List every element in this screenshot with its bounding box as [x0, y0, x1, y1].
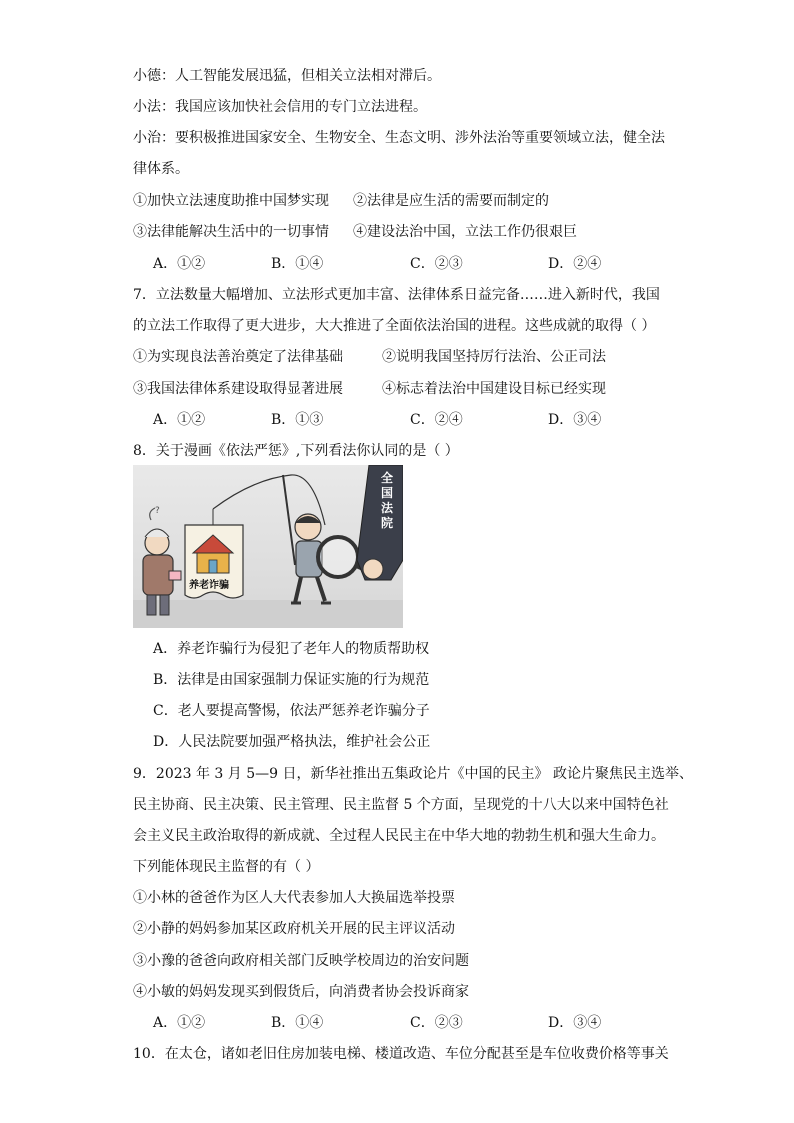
q9-line-1: 9．2023 年 3 月 5—9 日，新华社推出五集政论片《中国的民主》 政论片聚焦民主选举、: [133, 766, 693, 782]
q9-statement-2: ②小静的妈妈参加某区政府机关开展的民主评议活动: [133, 921, 455, 937]
q6-option-a: A．①②: [153, 256, 206, 272]
q9-option-c: C．②③: [410, 1015, 463, 1031]
q6-statement-1: ①加快立法速度助推中国梦实现: [133, 193, 329, 209]
q6-line-4: 律体系。: [133, 161, 189, 177]
q6-option-d: D．②④: [548, 256, 602, 272]
q6-statement-2: ②法律是应生活的需要而制定的: [353, 193, 549, 209]
svg-text:?: ?: [155, 506, 160, 516]
elderly-man-figure: [143, 506, 181, 615]
q6-line-1: 小德：人工智能发展迅猛，但相关立法相对滞后。: [133, 68, 441, 84]
q8-stem: 8．关于漫画《依法严惩》,下列看法你认同的是（ ）: [133, 443, 459, 459]
court-arm-char: 院: [380, 516, 393, 530]
court-arm-char: 国: [380, 486, 393, 500]
q7-statement-3: ③我国法律体系建设取得显著进展: [133, 381, 343, 397]
q6-option-b: B．①④: [271, 256, 324, 272]
cartoon-image: [133, 465, 403, 628]
scroll-sign-text: 养老诈骗: [189, 580, 229, 591]
q8-option-a: A．养老诈骗行为侵犯了老年人的物质帮助权: [153, 641, 430, 657]
q7-line-1: 7．立法数量大幅增加、立法形式更加丰富、法律体系日益完备……进入新时代，我国: [133, 287, 660, 303]
q9-statement-4: ④小敏的妈妈发现买到假货后，向消费者协会投诉商家: [133, 984, 469, 1000]
q6-line-3: 小治：要积极推进国家安全、生物安全、生态文明、涉外法治等重要领域立法，健全法: [133, 130, 665, 146]
q7-statement-2: ②说明我国坚持厉行法治、公正司法: [382, 349, 606, 365]
q9-option-d: D．③④: [548, 1015, 602, 1031]
q7-line-2: 的立法工作取得了更大进步，大大推进了全面依法治国的进程。这些成就的取得（ ）: [133, 318, 656, 334]
q9-line-3: 会主义民主政治取得的新成就、全过程人民民主在中华大地的勃勃生机和强大生命力。: [133, 828, 665, 844]
q6-statement-4: ④建设法治中国，立法工作仍很艰巨: [353, 224, 577, 240]
q6-option-c: C．②③: [410, 256, 463, 272]
q9-statement-3: ③小豫的爸爸向政府相关部门反映学校周边的治安问题: [133, 953, 469, 969]
q7-option-b: B．①③: [271, 412, 324, 428]
q7-statement-1: ①为实现良法善治奠定了法律基础: [133, 349, 343, 365]
q9-option-b: B．①④: [271, 1015, 324, 1031]
q6-statement-3: ③法律能解决生活中的一切事情: [133, 224, 329, 240]
court-arm-label: [376, 471, 398, 531]
q6-line-2: 小法：我国应该加快社会信用的专门立法进程。: [133, 99, 427, 115]
q9-option-a: A．①②: [153, 1015, 206, 1031]
q8-option-b: B．法律是由国家强制力保证实施的行为规范: [153, 672, 430, 688]
q9-line-2: 民主协商、民主决策、民主管理、民主监督 5 个方面，呈现党的十八大以来中国特色社: [133, 797, 669, 813]
q9-line-4: 下列能体现民主监督的有（ ）: [133, 859, 320, 875]
q8-option-c: C．老人要提高警惕，依法严惩养老诈骗分子: [153, 703, 430, 719]
q8-option-d: D．人民法院要加强严格执法，维护社会公正: [153, 734, 431, 750]
q7-option-a: A．①②: [153, 412, 206, 428]
court-arm-char: 法: [380, 501, 393, 515]
court-arm-char: 全: [380, 471, 393, 485]
cartoon-illustration: [133, 465, 403, 628]
q10-line-1: 10．在太仓，诸如老旧住房加装电梯、楼道改造、车位分配甚至是车位收费价格等事关: [133, 1046, 669, 1062]
q7-statement-4: ④标志着法治中国建设目标已经实现: [382, 381, 606, 397]
q7-option-d: D．③④: [548, 412, 602, 428]
q9-statement-1: ①小林的爸爸作为区人大代表参加人大换届选举投票: [133, 890, 455, 906]
q7-option-c: C．②④: [410, 412, 463, 428]
